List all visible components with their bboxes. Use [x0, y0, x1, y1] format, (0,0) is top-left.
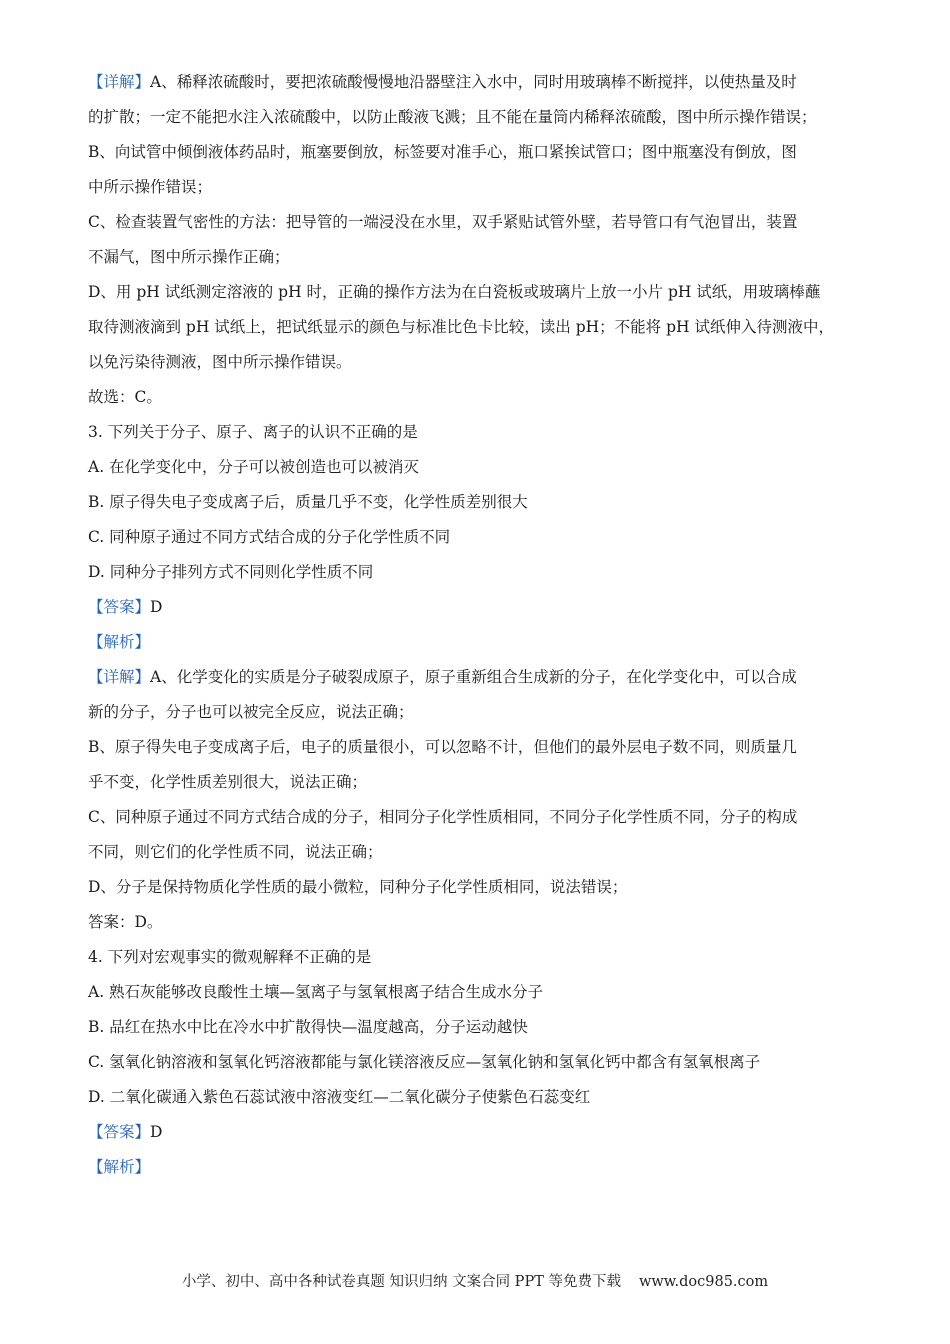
page-footer [0, 1270, 950, 1291]
option-b: B. 原子得失电子变成离子后，质量几乎不变，化学性质差别很大 [88, 493, 528, 511]
analysis-line [88, 1157, 878, 1177]
option-c: C. 同种原子通过不同方式结合成的分子化学性质不同 [88, 528, 451, 546]
text-line: 的扩散；一定不能把水注入浓硫酸中，以防止酸液飞溅；且不能在量筒内稀释浓硫酸，图中所示操作错误； [88, 108, 817, 126]
answer-line: 【答案】D [88, 598, 163, 616]
option-b: B. 品红在热水中比在冷水中扩散得快—温度越高，分子运动越快 [88, 1018, 528, 1036]
text-line: C、检查装置气密性的方法：把导管的一端浸没在水里，双手紧贴试管外壁，若导管口有气泡冒出，装置 [88, 213, 798, 231]
text-line: B、原子得失电子变成离子后，电子的质量很小，可以忽略不计，但他们的最外层电子数不同，则质量几 [88, 738, 797, 756]
option-d: D. 同种分子排列方式不同则化学性质不同 [88, 563, 374, 581]
text-line: D、用 pH 试纸测定溶液的 pH 时，正确的操作方法为在白瓷板或玻璃片上放一小片 pH 试纸，用玻璃棒蘸 [88, 283, 821, 301]
explain-tag: 【详解】 [88, 73, 151, 91]
text-line: 答案：D。 [88, 913, 163, 931]
explain-tag: 【详解】 [88, 668, 151, 686]
document-body [88, 72, 878, 1192]
option-a: A. 在化学变化中，分子可以被创造也可以被消灭 [88, 458, 420, 476]
text-line: 中所示操作错误； [88, 178, 213, 196]
analysis-tag: 【解析】 [88, 633, 151, 651]
question-stem: 3. 下列关于分子、原子、离子的认识不正确的是 [88, 423, 418, 441]
option-d: D. 二氧化碳通入紫色石蕊试液中溶液变红—二氧化碳分子使紫色石蕊变红 [88, 1088, 591, 1106]
analysis-line [88, 632, 878, 652]
option-a: A. 熟石灰能够改良酸性土壤—氢离子与氢氧根离子结合生成水分子 [88, 983, 544, 1001]
text-line: 以免污染待测液，图中所示操作错误。 [88, 353, 352, 371]
text-line: 故选：C。 [88, 388, 162, 406]
question-stem: 4. 下列对宏观事实的微观解释不正确的是 [88, 948, 372, 966]
text-line: 不漏气，图中所示操作正确； [88, 248, 290, 266]
explain-line: 【详解】A、稀释浓硫酸时，要把浓硫酸慢慢地沿器壁注入水中，同时用玻璃棒不断搅拌，以使热量及时 [88, 73, 797, 91]
option-c: C. 氢氧化钠溶液和氢氧化钙溶液都能与氯化镁溶液反应—氢氧化钠和氢氧化钙中都含有氢氧根离子 [88, 1053, 761, 1071]
text-line: 乎不变，化学性质差别很大，说法正确； [88, 773, 368, 791]
explain-line: 【详解】A、化学变化的实质是分子破裂成原子，原子重新组合生成新的分子，在化学变化中，可以合成 [88, 668, 797, 686]
text-line: 新的分子，分子也可以被完全反应，说法正确； [88, 703, 414, 721]
answer-tag: 【答案】 [88, 1123, 151, 1141]
text-line: B、向试管中倾倒液体药品时，瓶塞要倒放，标签要对准手心，瓶口紧挨试管口；图中瓶塞没有倒放，图 [88, 143, 797, 161]
answer-tag: 【答案】 [88, 598, 151, 616]
text-line: 不同，则它们的化学性质不同，说法正确； [88, 843, 383, 861]
footer-url[interactable]: www.doc985.com [638, 1274, 769, 1290]
text-line: D、分子是保持物质化学性质的最小微粒，同种分子化学性质相同，说法错误； [88, 878, 628, 896]
text-line: C、同种原子通过不同方式结合成的分子，相同分子化学性质相同，不同分子化学性质不同，分子的构成 [88, 808, 798, 826]
analysis-tag: 【解析】 [88, 1158, 151, 1176]
answer-line: 【答案】D [88, 1123, 163, 1141]
text-line: 取待测液滴到 pH 试纸上，把试纸显示的颜色与标准比色卡比较，读出 pH；不能将 pH 试纸伸入待测液中， [88, 318, 834, 336]
footer-text: 小学、初中、高中各种试卷真题 知识归纳 文案合同 PPT 等免费下载 [181, 1274, 621, 1290]
